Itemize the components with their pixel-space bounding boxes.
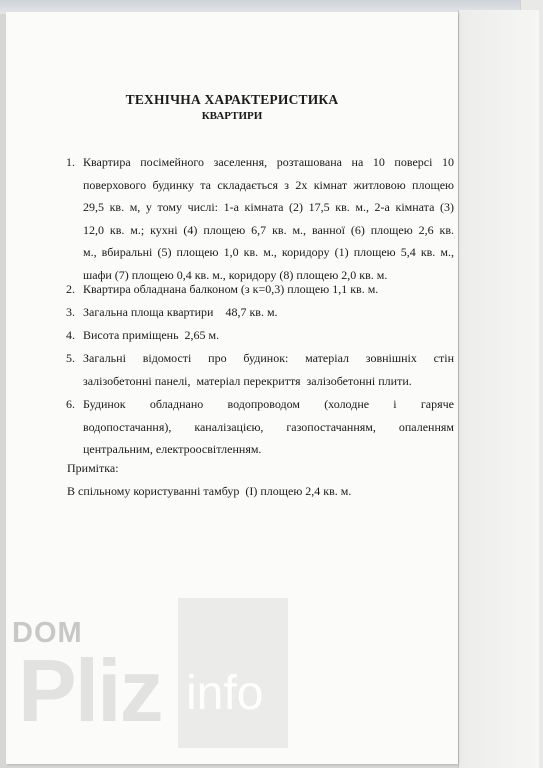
item-line: поверхового будинку та складається з 2х кімнат житловою площею: [83, 177, 454, 192]
item-line: м., вбиральні (5) площею 1,0 кв. м., коридору (1) площею 5,4 кв. м.,: [83, 245, 454, 259]
item-line: водопостачання), каналізацією, газопостачанням, опаленням: [83, 419, 454, 434]
document-subtitle: КВАРТИРИ: [201, 110, 263, 122]
item-line: Квартира посімейного заселення, розташована на 10 поверсі 10: [83, 155, 454, 169]
item-line: центральним, електроосвітленням.: [83, 442, 262, 456]
list-item-1: [68, 151, 454, 286]
item-number: 6.: [66, 397, 75, 411]
item-line: 29,5 кв. м, у тому числі: 1-а кімната (2) 17,5 кв. м., 2-а кімната (3): [83, 200, 454, 214]
item-line: Висота приміщень 2,65 м.: [83, 328, 220, 342]
item-line: Загальна площа квартири 48,7 кв. м.: [83, 305, 278, 319]
item-line: Квартира обладнана балконом (з к=0,3) площею 1,1 кв. м.: [83, 282, 379, 296]
watermark-pliz: Pliz: [18, 641, 162, 740]
item-number: 3.: [66, 305, 75, 319]
background-sheet-edge: [458, 10, 539, 768]
item-number: 2.: [66, 282, 75, 296]
note-text: В спільному користуванні тамбур (І) площею 2,4 кв. м.: [67, 484, 352, 498]
item-number: 5.: [66, 351, 75, 365]
watermark-dom: DOM: [12, 617, 83, 649]
note-label: Примітка:: [67, 461, 119, 475]
item-line: Будинок обладнано водопроводом (холодне і гаряче: [83, 397, 454, 411]
item-line: залізобетонні панелі, матеріал перекриття залізобетонні плити.: [83, 373, 412, 388]
item-number: 1.: [66, 155, 75, 169]
list-item-6: [68, 393, 454, 461]
item-line: шафи (7) площею 0,4 кв. м., коридору (8) площею 2,0 кв. м.: [83, 267, 388, 282]
item-line: Загальні відомості про будинок: матеріал зовнішніх стін: [83, 351, 454, 365]
list-item-4: [68, 324, 454, 347]
item-line: 12,0 кв. м.; кухні (4) площею 6,7 кв. м., ванної (6) площею 2,6 кв.: [83, 222, 454, 237]
watermark-info: info: [186, 667, 264, 720]
list-item-2: [68, 278, 454, 301]
list-item-3: [68, 301, 454, 324]
item-number: 4.: [66, 328, 75, 342]
list-item-5: [68, 347, 454, 392]
document-title: ТЕХНІЧНА ХАРАКТЕРИСТИКА: [125, 92, 339, 107]
